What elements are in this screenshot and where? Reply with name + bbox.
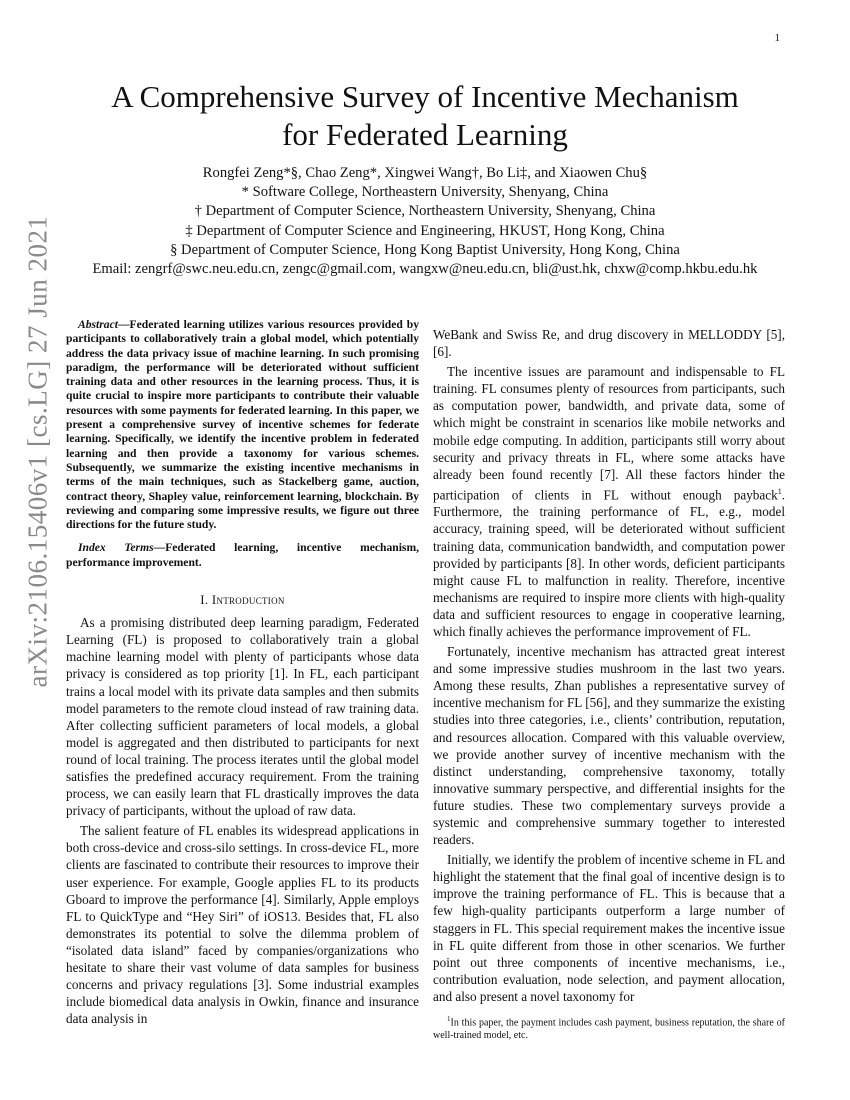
abstract-label: Abstract [78, 318, 118, 331]
section-number: I. [200, 593, 212, 608]
author-names: Rongfei Zeng*§, Chao Zeng*, Xingwei Wang†, Bo Li‡, and Xiaowen Chu§ [202, 165, 648, 181]
section-title: Introduction [211, 593, 285, 608]
index-terms-text: —Federated learning, incentive mechanism, performance improvement. [66, 541, 419, 569]
right-column [433, 326, 785, 1008]
footnote-number: 1 [447, 1015, 451, 1023]
affiliation-4: § Department of Computer Science, Hong Kong Baptist University, Hong Kong, China [170, 241, 680, 258]
intro-paragraph-5: Initially, we identify the problem of incentive scheme in FL and highlight the statement that the final goal of incentive design is to improve the training performance of FL. This is because that a few high-quality participants outperform a large number of staggers in FL. This special requirement makes the incentive issue in FL quite different from those in other scenarios. We further point out three components of incentive mechanisms, i.e., contribution evaluation, node selection, and payment allocation, and also present a novel taxonomy for [433, 852, 785, 1004]
affiliation-2: † Department of Computer Science, Northeastern University, Shenyang, China [194, 203, 656, 220]
footnote [433, 1013, 785, 1042]
intro-paragraph-2: The salient feature of FL enables its widespread applications in both cross-device and cross-silo settings. In cross-device FL, more clients are fascinated to contribute their resources to improve their user experience. For example, Google applies FL to its products Gboard to improve the performance [4]. Similarly, Apple employs FL to QuickType and “Hey Siri” of iOS13. Besides that, FL also demonstrates its potential to solve the dilemma problem of “isolated data island” faced by companies/organizations who hesitate to share their vast volume of data samples for business concerns and privacy regulations [3]. Some industrial examples include biomedical data analysis in Owkin, finance and insurance data analysis in [66, 823, 419, 1027]
footnote-text: In this paper, the payment includes cash payment, business reputation, the share of well-trained model, etc. [433, 1017, 785, 1042]
intro-paragraph-4: Fortunately, incentive mechanism has attracted great interest and some impressive studies mushroom in the last two years. Among these results, Zhan publishes a representative survey of incentive mechanism for FL [56], and they summarize the existing studies into three categories, i.e., clients’ contribution, reputation, and resources allocation. Compared with this valuable overview, we provide another survey of incentive mechanism with the distinct understanding, comprehensive taxonomy, totally innovative summary perspective, and differential insights for the future studies. These two complementary surveys provide a systemic and comprehensive summary together to interested readers. [433, 644, 785, 848]
paragraph-3-part-a: The incentive issues are paramount and indispensable to FL training. FL consumes plenty of resources from participants, such as computation power, bandwidth, and private data, some of which might be constraint in scenarios like mobile networks and mobile edge computing. In addition, participants still worry about security and privacy threats in FL, where some attacks have already been found recently [7]. All these factors hinder the participation of clients in FL without enough payback [433, 364, 785, 503]
abstract [66, 318, 419, 532]
title-line-1: A Comprehensive Survey of Incentive Mechanism [111, 79, 739, 114]
arxiv-stamp: arXiv:2106.15406v1 [cs.LG] 27 Jun 2021 [22, 215, 53, 688]
continued-paragraph: WeBank and Swiss Re, and drug discovery in MELLODDY [5], [6]. [433, 327, 785, 360]
intro-paragraph-1: As a promising distributed deep learning paradigm, Federated Learning (FL) is proposed to collaboratively train a global machine learning model with plenty of participants whose data privacy is considered as top priority [1]. In FL, each participant trains a local model with its private data samples and then submits model parameters to the remote cloud instead of raw training data. After collecting sufficient parameters of local models, a global model is aggregated and then distributed to participants for next round of local training. The process iterates until the global model satisfies the predefined accuracy requirement. From the training process, we can easily learn that FL drastically improves the data privacy of participants, without the upload of raw data. [66, 615, 419, 819]
footnote-marker: 1 [777, 486, 782, 496]
title-line-2: for Federated Learning [282, 117, 568, 152]
affiliation-1: * Software College, Northeastern University, Shenyang, China [241, 184, 609, 201]
affiliation-3: ‡ Department of Computer Science and Engineering, HKUST, Hong Kong, China [185, 222, 665, 239]
index-terms-label: Index Terms [78, 541, 154, 555]
intro-paragraph-3 [433, 363, 785, 640]
abstract-text: —Federated learning utilizes various resources provided by participants to collaboratively train a global model, which potentially address the data privacy issue of machine learning. In such promising paradigm, the performance will be deteriorated without sufficient training data and other resources in the learning process. Thus, it is quite crucial to inspire more participants to contribute their valuable resources with some payments for federated learning. In this paper, we present a comprehensive survey of incentive schemes for federate learning. Specifically, we identify the incentive problem in federated learning and then provide a taxonomy for various schemes. Subsequently, we summarize the existing incentive mechanisms in terms of the main techniques, such as Stackelberg game, auction, contract theory, Shapley value, reinforcement learning, blockchain. By reviewing and comparing some impressive results, we figure out three directions for the future study. [66, 318, 419, 532]
section-heading-introduction [66, 592, 419, 609]
author-emails: Email: zengrf@swc.neu.edu.cn, zengc@gmail.com, wangxw@neu.edu.cn, bli@ust.hk, chxw@comp.hkbu.edu.hk [92, 261, 758, 278]
paper-title [0, 78, 850, 154]
left-column [66, 318, 419, 1030]
paragraph-3-part-b: . Furthermore, the training performance of FL, e.g., model accuracy, training speed, will be deteriorated without sufficient training data, communication bandwidth, and computation power provided by participants [8]. In other words, deficient participants might cause FL to malfunction in reality. Therefore, incentive mechanisms are required to inspire more clients with high-quality data and sufficient resources to engage in cooperative learning, which finally achieves the performance improvement of FL. [433, 487, 785, 639]
page-number: 1 [774, 32, 780, 44]
author-block [0, 164, 850, 279]
index-terms [66, 541, 419, 570]
